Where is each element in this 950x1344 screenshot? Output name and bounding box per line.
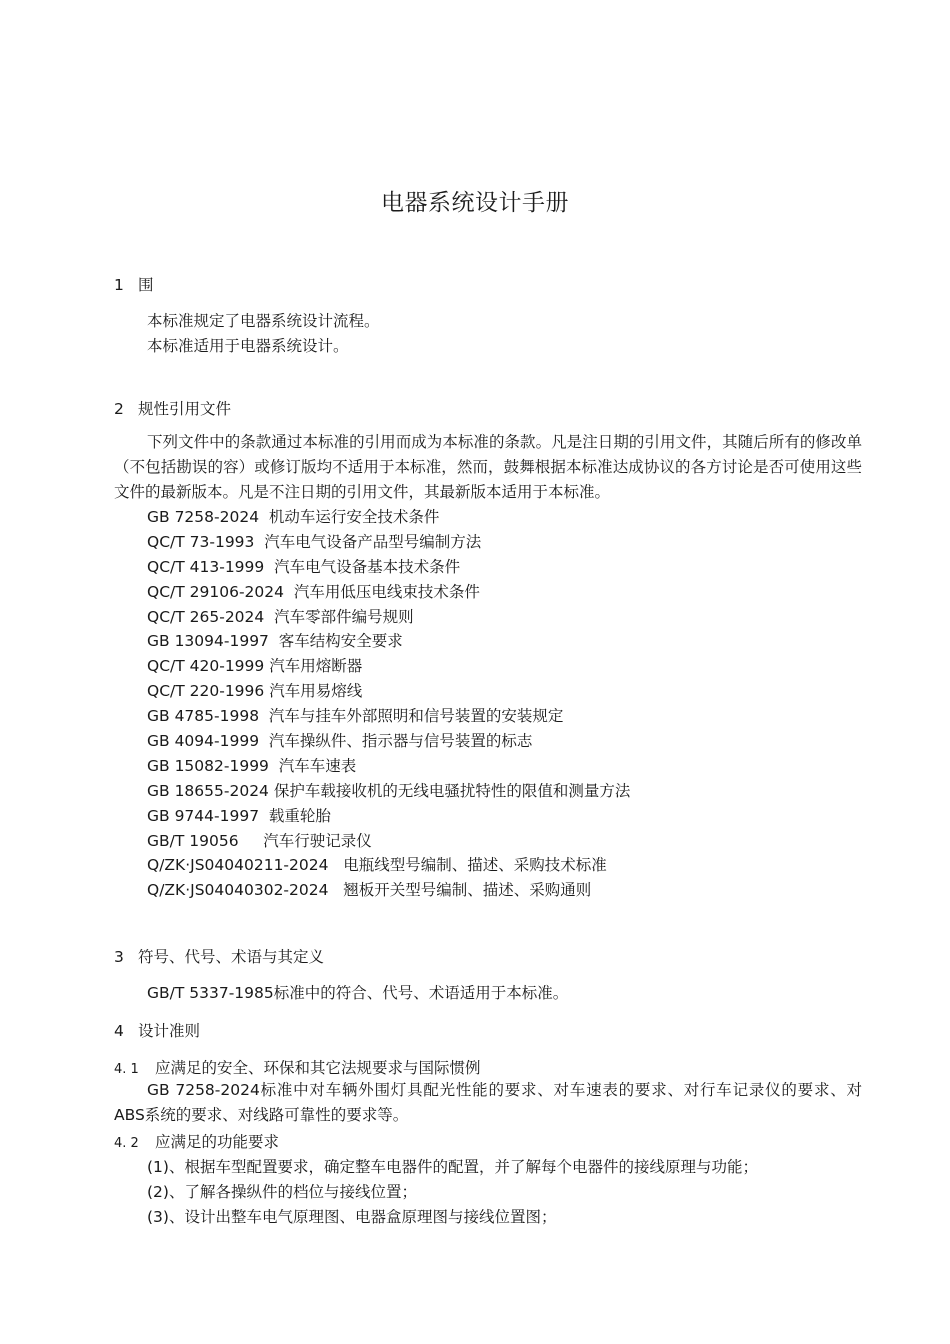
reference-item: QC/T 420-1999 汽车用熔断器	[147, 657, 363, 676]
document-title: 电器系统设计手册	[381, 190, 569, 216]
section-number: 2	[114, 400, 124, 418]
section-title: 符号、代号、术语与其定义	[138, 948, 325, 966]
reference-item: GB 4785-1998 汽车与挂车外部照明和信号装置的安装规定	[147, 707, 564, 726]
terms-line: GB/T 5337-1985标准中的符合、代号、术语适用于本标准。	[147, 984, 569, 1002]
requirement-item: (2)、了解各操纵件的档位与接线位置；	[147, 1183, 417, 1201]
reference-item: GB 15082-1999 汽车车速表	[147, 756, 357, 775]
reference-item: QC/T 29106-2024 汽车用低压电线束技术条件	[147, 582, 480, 601]
subsection-4-2-heading	[114, 1130, 279, 1152]
scope-line-1: 本标准规定了电器系统设计流程。	[147, 312, 380, 330]
section-1-heading	[114, 273, 154, 295]
section-title: 围	[138, 276, 154, 294]
reference-item: QC/T 220-1996 汽车用易熔线	[147, 682, 363, 701]
subsection-title: 应满足的功能要求	[155, 1133, 280, 1151]
reference-item: QC/T 265-2024 汽车零部件编号规则	[147, 607, 414, 626]
reference-item: QC/T 73-1993 汽车电气设备产品型号编制方法	[147, 532, 482, 551]
subsection-title: 应满足的安全、环保和其它法规要求与国际惯例	[155, 1059, 481, 1077]
scope-line-2: 本标准适用于电器系统设计。	[147, 337, 349, 355]
reference-item: GB 9744-1997 载重轮胎	[147, 806, 331, 825]
reference-item: GB/T 19056 汽车行驶记录仪	[147, 831, 372, 850]
reference-list	[147, 505, 630, 903]
section-4-heading	[114, 1019, 200, 1041]
section-number: 3	[114, 948, 124, 966]
section-3-heading	[114, 945, 324, 967]
reference-item: QC/T 413-1999 汽车电气设备基本技术条件	[147, 557, 461, 576]
section-title: 规性引用文件	[138, 400, 232, 418]
reference-item: GB 7258-2024 机动车运行安全技术条件	[147, 508, 440, 526]
section-2-heading	[114, 397, 231, 419]
reference-item: GB 13094-1997 客车结构安全要求	[147, 632, 403, 651]
subsection-4-1-paragraph: GB 7258-2024标准中对车辆外围灯具配光性能的要求、对车速表的要求、对行车记录仪的要求、对ABS系统的要求、对线路可靠性的要求等。	[114, 1081, 862, 1124]
requirement-item: (1)、根据车型配置要求，确定整车电器件的配置，并了解每个电器件的接线原理与功能；	[147, 1158, 758, 1176]
reference-item: GB 18655-2024 保护车载接收机的无线电骚扰特性的限值和测量方法	[147, 781, 631, 800]
reference-item: Q/ZK·JS04040302-2024 翘板开关型号编制、描述、采购通则	[147, 881, 592, 900]
subsection-number: 4. 2	[114, 1136, 139, 1151]
reference-item: GB 4094-1999 汽车操纵件、指示器与信号装置的标志	[147, 732, 533, 751]
requirement-item: (3)、设计出整车电气原理图、电器盒原理图与接线位置图；	[147, 1208, 557, 1226]
section-number: 1	[114, 276, 124, 294]
subsection-4-1-heading	[114, 1056, 481, 1078]
reference-item: Q/ZK·JS04040211-2024 电瓶线型号编制、描述、采购技术标准	[147, 856, 607, 875]
subsection-number: 4. 1	[114, 1062, 139, 1077]
references-intro-paragraph: 下列文件中的条款通过本标准的引用而成为本标准的条款。凡是注日期的引用文件，其随后所有的修改单（不包括勘误的容）或修订版均不适用于本标准，然而，鼓舞根据本标准达成协议的各方讨论是否可使用这些文件的最新版本。凡是不注日期的引用文件，其最新版本适用于本标准。	[114, 433, 862, 501]
section-title: 设计准则	[138, 1022, 201, 1040]
section-number: 4	[114, 1022, 124, 1040]
